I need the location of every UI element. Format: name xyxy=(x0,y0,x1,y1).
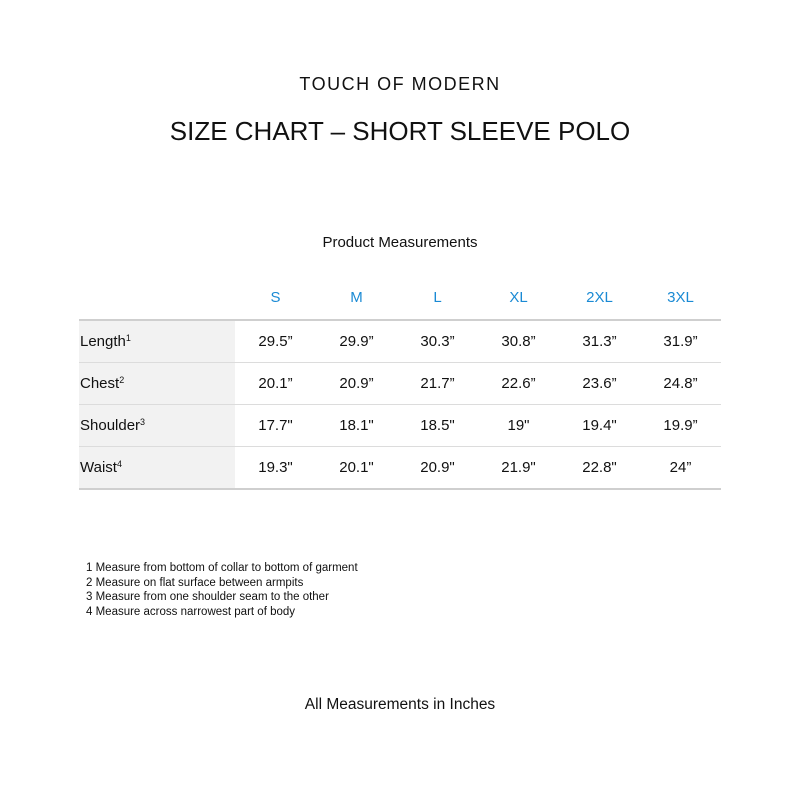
table-row xyxy=(79,405,721,447)
footnote-marker: 3 xyxy=(140,417,146,427)
size-header: L xyxy=(397,275,478,320)
table-cell: 23.6” xyxy=(559,363,640,405)
table-cell: 29.9” xyxy=(316,320,397,363)
table-cell: 18.5" xyxy=(397,405,478,447)
row-label-text: Waist xyxy=(80,459,117,476)
size-header: M xyxy=(316,275,397,320)
table-cell: 21.9" xyxy=(478,447,559,490)
table-row xyxy=(79,363,721,405)
size-header: 3XL xyxy=(640,275,721,320)
footnote-marker: 4 xyxy=(116,459,122,469)
table-cell: 20.9" xyxy=(397,447,478,490)
size-chart-table xyxy=(79,275,721,490)
table-cell: 31.3” xyxy=(559,320,640,363)
row-label xyxy=(79,320,235,363)
table-row xyxy=(79,447,721,490)
footnote: 2 Measure on flat surface between armpits xyxy=(86,576,304,589)
brand-logo: TOUCH OF MODERN xyxy=(299,74,501,94)
table-cell: 22.6” xyxy=(478,363,559,405)
table-cell: 20.1” xyxy=(235,363,316,405)
footnote: 1 Measure from bottom of collar to bottom of garment xyxy=(86,562,358,574)
footnotes xyxy=(86,561,358,619)
table-cell: 19" xyxy=(478,405,559,447)
size-header-row xyxy=(79,275,721,320)
size-header: 2XL xyxy=(559,275,640,320)
table-cell: 20.1" xyxy=(316,447,397,490)
table-cell: 30.8” xyxy=(478,320,559,363)
footnote-marker: 1 xyxy=(125,333,131,343)
footnote: 4 Measure across narrowest part of body xyxy=(86,605,296,618)
table-cell: 31.9” xyxy=(640,320,721,363)
size-header: XL xyxy=(478,275,559,320)
footnote-marker: 2 xyxy=(119,375,125,385)
units-note: All Measurements in Inches xyxy=(304,696,496,713)
page-title: SIZE CHART – SHORT SLEEVE POLO xyxy=(169,116,631,146)
table-cell: 24.8” xyxy=(640,363,721,405)
size-header: S xyxy=(235,275,316,320)
table-row xyxy=(79,320,721,363)
row-label-text: Length xyxy=(80,333,126,350)
table-cell: 24” xyxy=(640,447,721,490)
table-cell: 19.3" xyxy=(235,447,316,490)
row-label xyxy=(79,405,235,447)
footnote: 3 Measure from one shoulder seam to the other xyxy=(86,591,329,603)
table-cell: 21.7” xyxy=(397,363,478,405)
row-label xyxy=(79,447,235,490)
table-cell: 18.1" xyxy=(316,405,397,447)
table-cell: 19.9” xyxy=(640,405,721,447)
table-cell: 30.3” xyxy=(397,320,478,363)
table-cell: 19.4" xyxy=(559,405,640,447)
row-label-text: Shoulder xyxy=(80,417,141,434)
table-cell: 17.7" xyxy=(235,405,316,447)
table-cell: 20.9” xyxy=(316,363,397,405)
row-label xyxy=(79,363,235,405)
table-cell: 29.5” xyxy=(235,320,316,363)
row-label-text: Chest xyxy=(80,375,120,392)
header-corner xyxy=(79,275,235,320)
table-cell: 22.8" xyxy=(559,447,640,490)
table-caption: Product Measurements xyxy=(322,234,478,251)
